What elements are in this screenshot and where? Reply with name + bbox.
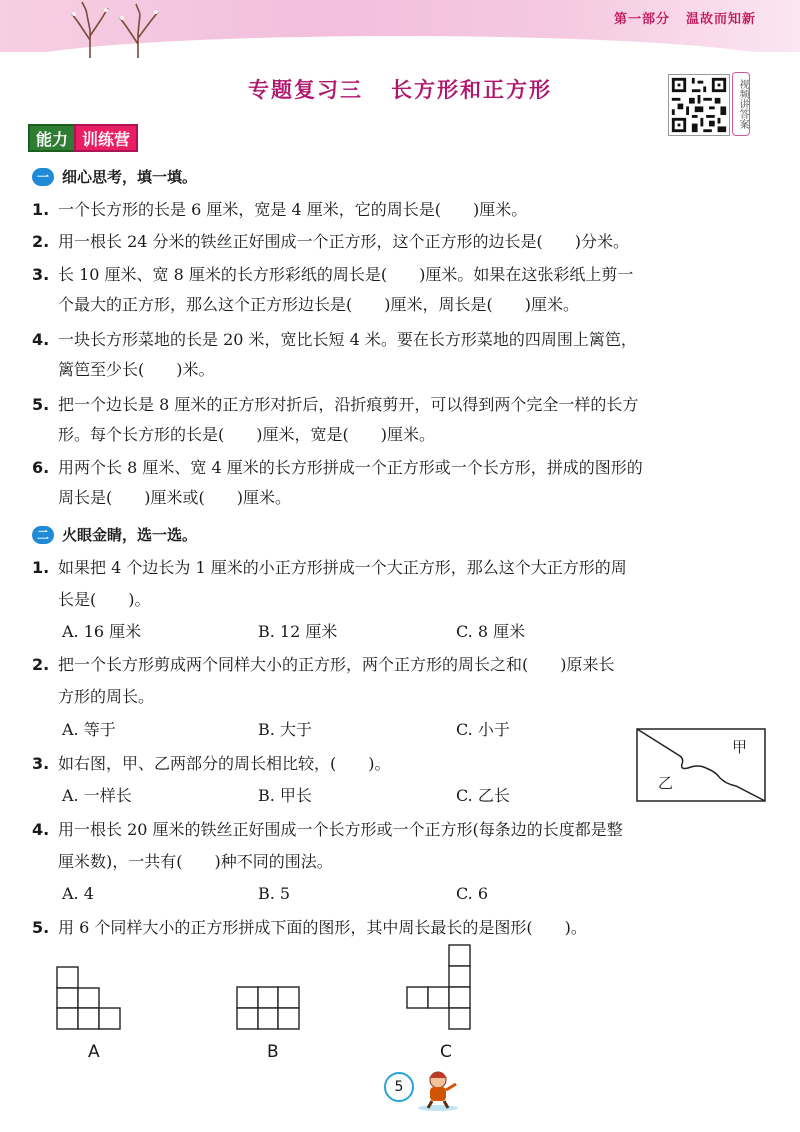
qr-caption: 视频讲答案: [732, 72, 750, 136]
question-number: 1.: [32, 558, 50, 577]
question-text: 如右图，甲、乙两部分的周长相比较，( )。: [58, 754, 391, 773]
qr-code-icon[interactable]: [668, 74, 730, 136]
shape-a-figure: [56, 966, 122, 1030]
question-text: 篱笆至少长( )米。: [58, 360, 215, 379]
question-text: 长是( )。: [58, 590, 151, 609]
option-c[interactable]: C. 乙长: [456, 786, 510, 805]
question-text: 用 6 个同样大小的正方形拼成下面的图形，其中周长最长的是图形( )。: [58, 918, 587, 937]
section-1-heading: [32, 166, 197, 187]
badge-right: 训练营: [74, 124, 138, 152]
question-number: 3.: [32, 265, 50, 284]
page-title-part1: 专题复习三: [248, 78, 363, 102]
question-text: 一块长方形菜地的长是 20 米，宽比长短 4 米。要在长方形菜地的四周围上篱笆，: [58, 330, 637, 349]
option-c[interactable]: C. 小于: [456, 720, 510, 739]
shape-a-label: A: [88, 1042, 100, 1062]
shape-b-figure: [236, 986, 300, 1030]
question-text: 如果把 4 个边长为 1 厘米的小正方形拼成一个大正方形，那么这个大正方形的周: [58, 558, 627, 577]
question-text: 形。每个长方形的长是( )厘米，宽是( )厘米。: [58, 425, 435, 444]
question-number: 3.: [32, 754, 50, 773]
option-a[interactable]: A. 等于: [62, 720, 116, 739]
question-text: 厘米数)，一共有( )种不同的围法。: [58, 852, 333, 871]
page-title-part2: 长方形和正方形: [391, 78, 552, 102]
question-text: 长 10 厘米、宽 8 厘米的长方形彩纸的周长是( )厘米。如果在这张彩纸上剪一: [58, 265, 634, 284]
question-text: 用一根长 24 分米的铁丝正好围成一个正方形，这个正方形的边长是( )分米。: [58, 232, 630, 251]
header-section-title: 温故而知新: [685, 12, 756, 27]
option-a[interactable]: A. 16 厘米: [62, 622, 142, 641]
option-c[interactable]: C. 8 厘米: [456, 622, 526, 641]
question-text: 方形的周长。: [58, 687, 155, 706]
section-1-title: 细心思考，填一填。: [62, 168, 198, 186]
option-a[interactable]: A. 一样长: [62, 786, 132, 805]
shape-b-label: B: [267, 1042, 279, 1062]
question-text: 用一根长 20 厘米的铁丝正好围成一个长方形或一个正方形(每条边的长度都是整: [58, 820, 623, 839]
option-a[interactable]: A. 4: [62, 884, 94, 903]
section-2-heading: [32, 524, 197, 545]
section-2-title: 火眼金睛，选一选。: [62, 526, 198, 544]
question-number: 4.: [32, 820, 50, 839]
question-text: 个最大的正方形，那么这个正方形边长是( )厘米，周长是( )厘米。: [58, 295, 579, 314]
section-2-number: 二: [32, 526, 54, 544]
header-part: 第一部分: [613, 12, 670, 27]
question-text: 一个长方形的长是 6 厘米，宽是 4 厘米，它的周长是( )厘米。: [58, 200, 528, 219]
question-text: 用两个长 8 厘米、宽 4 厘米的长方形拼成一个正方形或一个长方形，拼成的图形的: [58, 458, 643, 477]
winter-tree-illustration: [60, 0, 170, 60]
question-text: 周长是( )厘米或( )厘米。: [58, 488, 291, 507]
yi-label: 乙: [658, 774, 674, 792]
question-number: 1.: [32, 200, 50, 219]
ability-training-badge: [28, 124, 138, 152]
header-section: [598, 8, 756, 27]
question-number: 5.: [32, 395, 50, 414]
mascot-illustration: [416, 1068, 460, 1112]
option-b[interactable]: B. 大于: [258, 720, 312, 739]
question-number: 2.: [32, 232, 50, 251]
question-number: 4.: [32, 330, 50, 349]
option-b[interactable]: B. 5: [258, 884, 291, 903]
option-c[interactable]: C. 6: [456, 884, 489, 903]
jia-yi-figure: [636, 728, 766, 802]
question-number: 2.: [32, 655, 50, 674]
section-1-number: 一: [32, 168, 54, 186]
shape-c-figure: [406, 944, 472, 1030]
shape-c-label: C: [440, 1042, 452, 1062]
option-b[interactable]: B. 12 厘米: [258, 622, 338, 641]
question-number: 5.: [32, 918, 50, 937]
jia-label: 甲: [732, 738, 748, 756]
question-number: 6.: [32, 458, 50, 477]
badge-left: 能力: [28, 124, 76, 152]
page-number: 5: [384, 1072, 414, 1102]
question-text: 把一个边长是 8 厘米的正方形对折后，沿折痕剪开，可以得到两个完全一样的长方: [58, 395, 639, 414]
option-b[interactable]: B. 甲长: [258, 786, 312, 805]
question-text: 把一个长方形剪成两个同样大小的正方形，两个正方形的周长之和( )原来长: [58, 655, 615, 674]
